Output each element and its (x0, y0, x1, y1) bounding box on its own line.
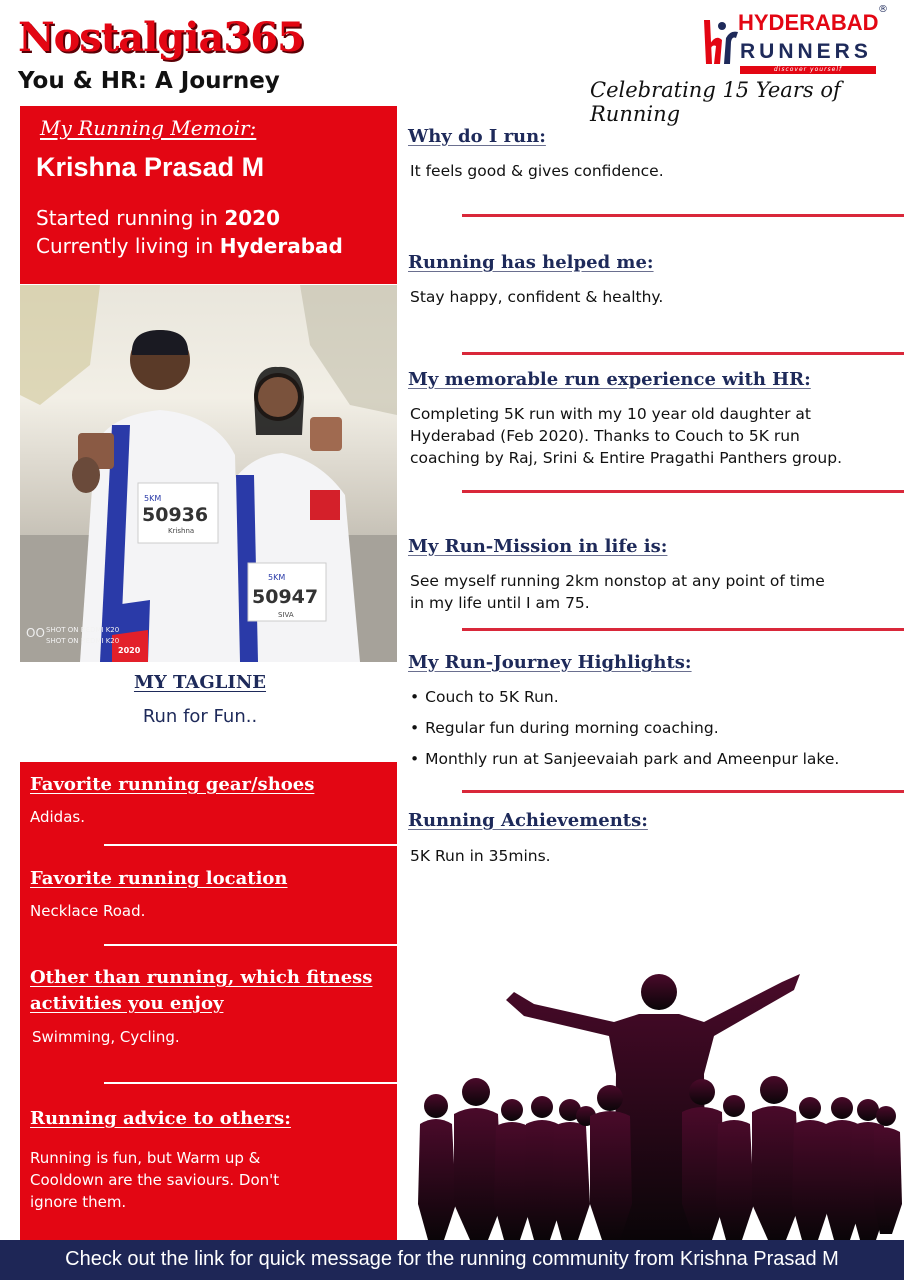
started-prefix: Started running in (36, 206, 225, 230)
started-running-line (36, 206, 280, 230)
watermark-icon: OO (26, 626, 45, 640)
watermark-line-2: SHOT ON REDMI K20 (46, 637, 120, 645)
answer-fitness: Swimming, Cycling. (32, 1028, 180, 1046)
bib2-number: 50947 (252, 586, 319, 608)
answer-mission-line1: See myself running 2km nonstop at any point of time (410, 572, 825, 590)
section-divider (104, 1082, 397, 1084)
question-title-memorable-run: My memorable run experience with HR: (408, 369, 811, 390)
brand-title: Nostalgia365 (18, 14, 304, 61)
section-divider (462, 214, 904, 217)
bib1-distance: 5KM (144, 494, 162, 503)
registered-mark: ® (878, 4, 888, 15)
section-divider (104, 844, 397, 846)
logo-tagline: discover yourself (773, 66, 843, 73)
question-title-why-run: Why do I run: (408, 126, 546, 147)
hyderabad-runners-logo (698, 4, 888, 78)
runner-photo (20, 285, 397, 662)
question-title-advice: Running advice to others: (30, 1108, 291, 1129)
living-city: Hyderabad (219, 234, 343, 258)
answer-achievements: 5K Run in 35mins. (410, 847, 551, 865)
memoir-title: My Running Memoir: (40, 116, 257, 140)
started-year: 2020 (224, 206, 281, 230)
runners-silhouette-icon (414, 964, 902, 1240)
answer-location: Necklace Road. (30, 902, 146, 920)
logo-text-hyderabad: HYDERABAD (738, 10, 879, 35)
answer-memorable-line2: Hyderabad (Feb 2020). Thanks to Couch to 5K run (410, 427, 800, 445)
logo-text-runners: RUNNERS (740, 40, 872, 63)
bib2-distance: 5KM (268, 573, 286, 582)
tagline-value: Run for Fun.. (142, 706, 258, 727)
question-title-highlights: My Run-Journey Highlights: (408, 652, 692, 673)
answer-advice-line3: ignore them. (30, 1193, 127, 1211)
celebration-text: Celebrating 15 Years of Running (590, 78, 841, 126)
answer-memorable-line1: Completing 5K run with my 10 year old daughter at (410, 405, 811, 423)
section-divider (462, 628, 904, 631)
highlight-item: • Couch to 5K Run. (410, 682, 900, 713)
memoir-box (20, 106, 397, 284)
flag-year: 2020 (118, 646, 141, 655)
left-questions-panel (20, 762, 397, 1240)
footer-message-link[interactable]: Check out the link for quick message for the running community from Krishna Prasad M (0, 1240, 904, 1280)
hr-logo-mark-icon (698, 14, 738, 70)
section-divider (104, 944, 397, 946)
answer-why-run: It feels good & gives confidence. (410, 162, 664, 180)
highlight-item: • Regular fun during morning coaching. (410, 713, 900, 744)
highlights-list (410, 682, 900, 775)
section-divider (462, 790, 904, 793)
answer-gear: Adidas. (30, 808, 85, 826)
photo-illustration (20, 285, 397, 662)
runner-name: Krishna Prasad M (36, 152, 265, 182)
watermark-line-1: SHOT ON REDMI K20 (46, 626, 120, 634)
answer-helped: Stay happy, confident & healthy. (410, 288, 664, 306)
highlight-item: • Monthly run at Sanjeevaiah park and Ameenpur lake. (410, 744, 900, 775)
living-line (36, 234, 343, 258)
bib1-name: Krishna (168, 527, 195, 535)
tagline-label: MY TAGLINE (133, 672, 267, 693)
bib2-name: SIVA (278, 611, 294, 619)
question-title-gear: Favorite running gear/shoes (30, 774, 315, 795)
question-title-helped: Running has helped me: (408, 252, 654, 273)
logo-tagline-bar (740, 66, 876, 74)
answer-advice-line2: Cooldown are the saviours. Don't (30, 1171, 280, 1189)
question-title-fitness-line2: activities you enjoy (30, 993, 224, 1014)
section-divider (462, 490, 904, 493)
bib1-number: 50936 (142, 504, 209, 526)
answer-mission-line2: in my life until I am 75. (410, 594, 590, 612)
living-prefix: Currently living in (36, 234, 220, 258)
question-title-fitness-line1: Other than running, which fitness (30, 967, 373, 988)
question-title-location: Favorite running location (30, 868, 288, 889)
section-divider (462, 352, 904, 355)
brand-subtitle: You & HR: A Journey (18, 68, 280, 94)
question-title-mission: My Run-Mission in life is: (408, 536, 668, 557)
answer-advice-line1: Running is fun, but Warm up & (30, 1149, 261, 1167)
answer-memorable-line3: coaching by Raj, Srini & Entire Pragathi Panthers group. (410, 449, 843, 467)
question-title-achievements: Running Achievements: (408, 810, 648, 831)
